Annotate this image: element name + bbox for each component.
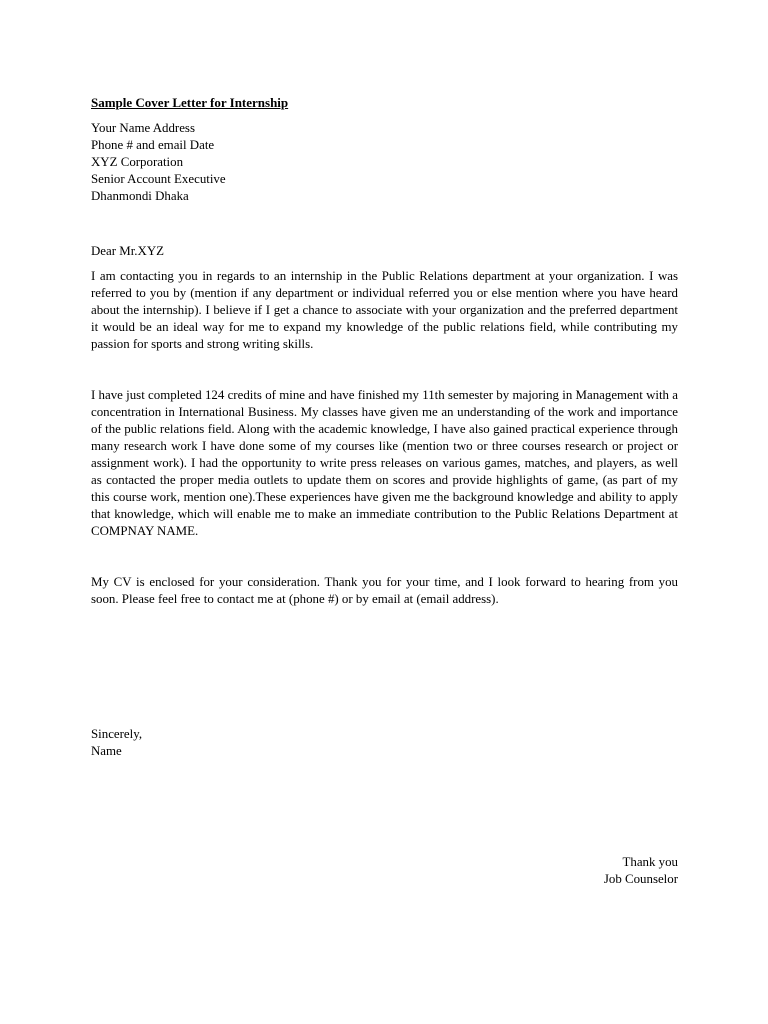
address-line-company: XYZ Corporation	[91, 155, 184, 169]
signoff-block	[604, 854, 678, 888]
letter-body	[91, 94, 678, 760]
closing-block	[91, 726, 678, 760]
salutation: Dear Mr.XYZ	[91, 244, 165, 258]
document-title: Sample Cover Letter for Internship	[91, 95, 289, 110]
address-block	[91, 120, 678, 205]
paragraph-closing: My CV is enclosed for your consideration. Thank you for your time, and I look forward to hearing from you soon. Please feel free to contact me at (phone #) or by email at (email address).	[91, 575, 678, 606]
valediction: Sincerely,	[91, 727, 143, 741]
address-line-name: Your Name Address	[91, 121, 195, 135]
paragraph-experience: I have just completed 124 credits of mine and have finished my 11th semester by majoring in Management with a concentration in International Business. My classes have given me an understanding of the work and importance of the public relations field. Along with the academic knowledge, I have also gained practical experience through many research work I have done some of my courses like (mention two or three courses research or project or assignment work). I had the opportunity to write press releases on various games, matches, and players, as well as contacted the proper media outlets to update them on scores and provide highlights of game, (as part of my this course work, mention one).These experiences have given me the background knowledge and ability to apply that knowledge, which will enable me to make an immediate contribution to the Public Relations Department at COMPNAY NAME.	[91, 388, 678, 538]
address-line-contact: Phone # and email Date	[91, 138, 215, 152]
address-line-recipient-title: Senior Account Executive	[91, 172, 226, 186]
signoff-thanks: Thank you	[622, 855, 678, 869]
signoff-role: Job Counselor	[603, 872, 678, 886]
signer-name: Name	[91, 744, 122, 758]
paragraph-intro: I am contacting you in regards to an internship in the Public Relations department at your organization. I was referred to you by (mention if any department or individual referred you or else mention where you have heard about the internship). I believe if I get a chance to associate with your organization and the preferred department it would be an ideal way for me to expand my knowledge of the public relations field, while contributing my passion for sports and strong writing skills.	[91, 269, 678, 351]
address-line-location: Dhanmondi Dhaka	[91, 189, 189, 203]
